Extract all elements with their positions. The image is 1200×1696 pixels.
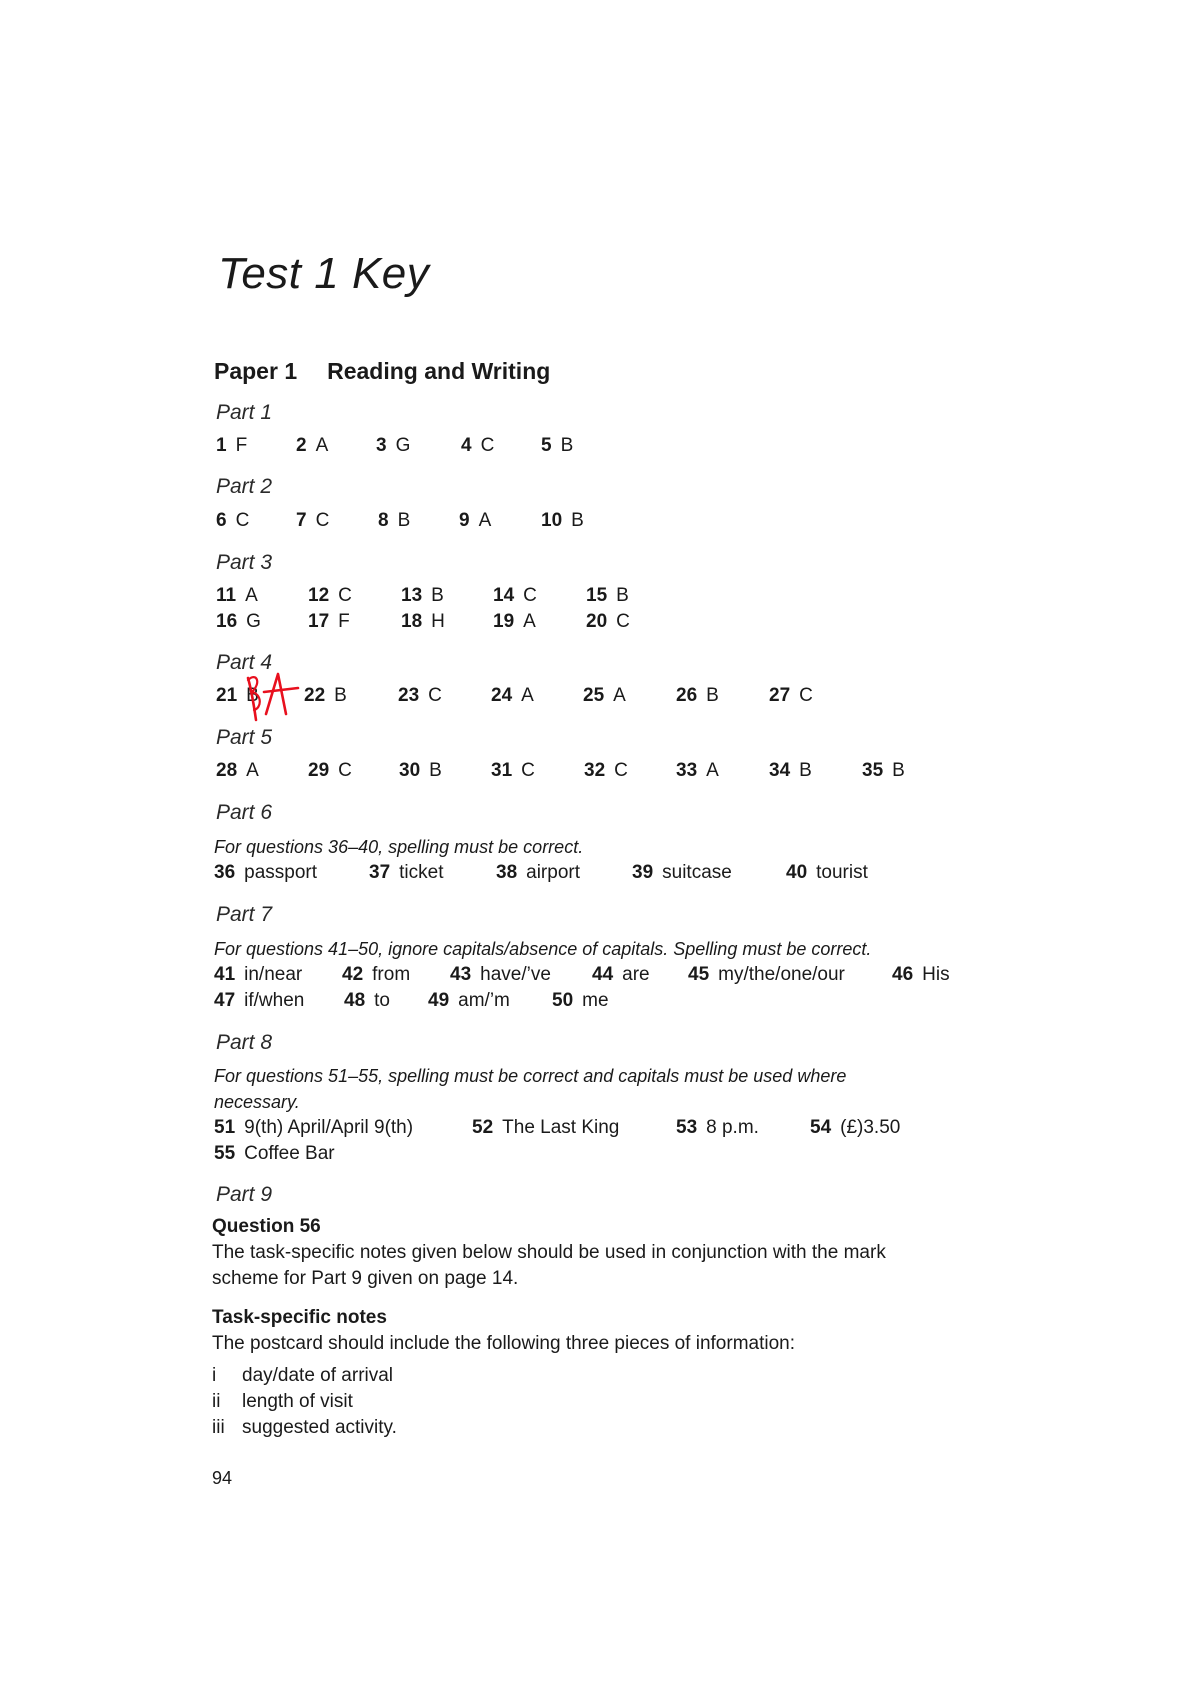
answer-item: 40 tourist xyxy=(786,862,868,883)
answer-item: 52 The Last King xyxy=(472,1117,620,1138)
part-6-label: Part 6 xyxy=(216,801,273,824)
part-7-row xyxy=(214,989,1014,1013)
answer-item: 2 A xyxy=(296,435,329,456)
answer-item: 12 C xyxy=(308,585,352,606)
part-8-row xyxy=(214,1142,1014,1166)
part-3-row xyxy=(216,584,916,608)
answer-item: 25 A xyxy=(583,685,626,706)
part-1-row xyxy=(216,434,916,458)
answer-item: 26 B xyxy=(676,685,719,706)
answer-item: 31 C xyxy=(491,760,535,781)
intro-line: scheme for Part 9 given on page 14. xyxy=(212,1268,519,1289)
answer-item: 6 C xyxy=(216,510,250,531)
answer-item: 23 C xyxy=(398,685,442,706)
part-8-row xyxy=(214,1116,1014,1140)
answer-item: 47 if/when xyxy=(214,990,305,1011)
answer-item: 1 F xyxy=(216,435,248,456)
answer-item: 7 C xyxy=(296,510,330,531)
part-3-row xyxy=(216,610,916,634)
answer-item: 37 ticket xyxy=(369,862,444,883)
task-note-item: i day/date of arrival xyxy=(212,1365,394,1386)
answer-item: 43 have/’ve xyxy=(450,964,551,985)
answer-item: 29 C xyxy=(308,760,352,781)
part-4-row xyxy=(216,684,1016,708)
part-8-note-line: necessary. xyxy=(214,1092,300,1112)
part-7-note: For questions 41–50, ignore capitals/absence of capitals. Spelling must be correct. xyxy=(214,939,872,959)
paper-heading xyxy=(214,356,550,386)
part-7-row xyxy=(214,963,1014,987)
answer-item: 51 9(th) April/April 9(th) xyxy=(214,1117,414,1138)
question-heading: Question 56 xyxy=(212,1216,321,1237)
task-note-item: ii length of visit xyxy=(212,1391,353,1412)
answer-item: 24 A xyxy=(491,685,534,706)
part-1-label: Part 1 xyxy=(216,401,273,424)
answer-item: 13 B xyxy=(401,585,444,606)
answer-item: 3 G xyxy=(376,435,411,456)
answer-item: 11 A xyxy=(216,585,258,606)
answer-item: 15 B xyxy=(586,585,629,606)
answer-item: 17 F xyxy=(308,611,350,632)
answer-item: 34 B xyxy=(769,760,812,781)
answer-item: 22 B xyxy=(304,685,347,706)
paper-number: Paper 1 xyxy=(214,358,298,384)
part-4-label: Part 4 xyxy=(216,651,273,674)
part-7-label: Part 7 xyxy=(216,903,273,926)
answer-item: 54 (£)3.50 xyxy=(810,1117,901,1138)
answer-item: 36 passport xyxy=(214,862,318,883)
part-2-label: Part 2 xyxy=(216,475,273,498)
answer-item: 35 B xyxy=(862,760,905,781)
answer-item: 18 H xyxy=(401,611,445,632)
task-notes-heading: Task-specific notes xyxy=(212,1307,387,1328)
answer-item: 16 G xyxy=(216,611,261,632)
answer-item: 46 His xyxy=(892,964,950,985)
answer-item: 38 airport xyxy=(496,862,580,883)
answer-item: 49 am/’m xyxy=(428,990,510,1011)
page-number: 94 xyxy=(212,1468,233,1488)
task-notes-intro: The postcard should include the following three pieces of information: xyxy=(212,1333,796,1354)
page-title: Test 1 Key xyxy=(218,249,430,298)
answer-item: 55 Coffee Bar xyxy=(214,1143,335,1164)
answer-item: 53 8 p.m. xyxy=(676,1117,759,1138)
answer-item: 41 in/near xyxy=(214,964,303,985)
part-5-label: Part 5 xyxy=(216,726,273,749)
part-8-note-line: For questions 51–55, spelling must be correct and capitals must be used where xyxy=(214,1066,847,1086)
answer-item: 4 C xyxy=(461,435,495,456)
paper-name: Reading and Writing xyxy=(327,358,551,384)
answer-item: 42 from xyxy=(342,964,411,985)
part-9-label: Part 9 xyxy=(216,1183,273,1206)
answer-item: 27 C xyxy=(769,685,813,706)
task-note-item: iii suggested activity. xyxy=(212,1417,397,1438)
answer-item: 32 C xyxy=(584,760,628,781)
answer-item: 30 B xyxy=(399,760,442,781)
answer-item: 39 suitcase xyxy=(632,862,732,883)
answer-item: 21 B xyxy=(216,685,259,706)
answer-item: 10 B xyxy=(541,510,584,531)
answer-item: 14 C xyxy=(493,585,537,606)
answer-item: 9 A xyxy=(459,510,492,531)
part-6-row xyxy=(214,861,1014,885)
answer-item: 45 my/the/one/our xyxy=(688,964,845,985)
answer-item: 48 to xyxy=(344,990,390,1011)
answer-item: 50 me xyxy=(552,990,609,1011)
answer-item: 33 A xyxy=(676,760,719,781)
intro-line: The task-specific notes given below should be used in conjunction with the mark xyxy=(212,1242,886,1263)
part-8-label: Part 8 xyxy=(216,1031,273,1054)
answer-item: 8 B xyxy=(378,510,411,531)
answer-item: 19 A xyxy=(493,611,536,632)
part-3-label: Part 3 xyxy=(216,551,273,574)
answer-item: 20 C xyxy=(586,611,630,632)
answer-item: 5 B xyxy=(541,435,574,456)
part-2-row xyxy=(216,509,916,533)
answer-item: 28 A xyxy=(216,760,259,781)
answer-item: 44 are xyxy=(592,964,650,985)
part-6-note: For questions 36–40, spelling must be correct. xyxy=(214,837,584,857)
part-5-row xyxy=(216,759,1016,783)
handwritten-correction-mark xyxy=(240,668,300,726)
